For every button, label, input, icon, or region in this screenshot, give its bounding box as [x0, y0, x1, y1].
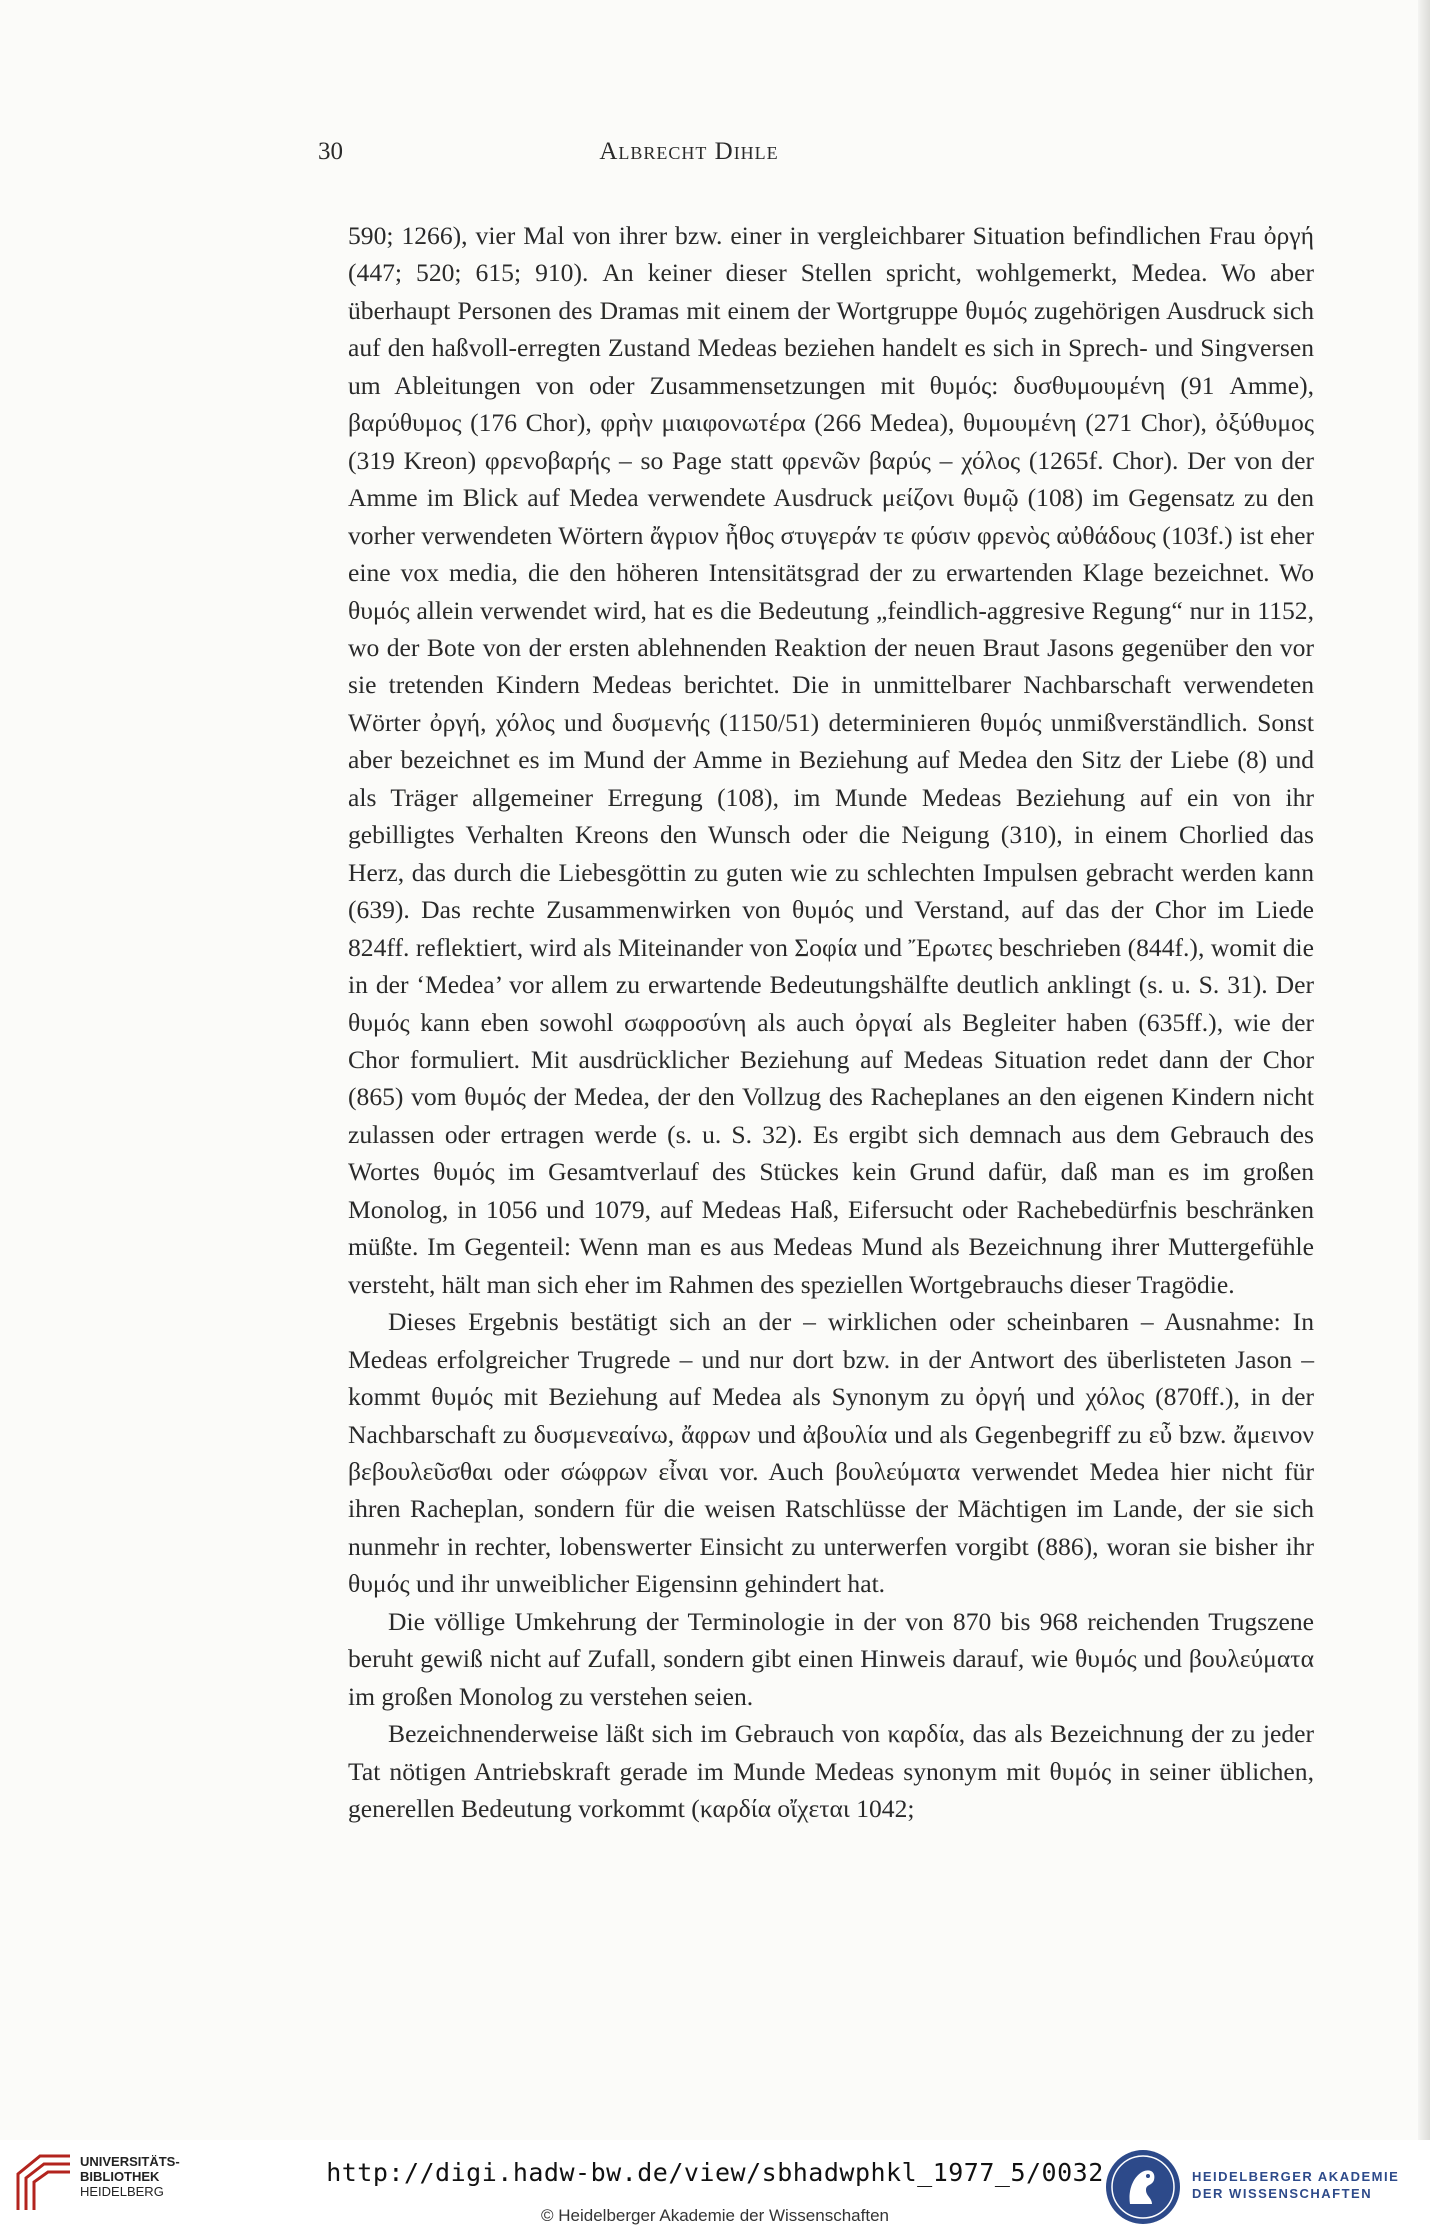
- academy-seal-icon: [1104, 2148, 1182, 2226]
- paragraph-4: Bezeichnenderweise läßt sich im Gebrauch von καρδία, das als Bezeichnung der zu jeder Tat nötigen Antriebskraft gerade im Munde Medeas synonym mit θυμός in seiner üblichen, generellen Bedeutung vorkommt (καρδία οἴχεται 1042;: [348, 1719, 1314, 1824]
- library-name: UNIVERSITÄTS- BIBLIOTHEK HEIDELBERG: [80, 2154, 180, 2199]
- copyright-notice: © Heidelberger Akademie der Wissenschaften: [541, 2206, 889, 2225]
- paragraph-1: 590; 1266), vier Mal von ihrer bzw. einer in vergleichbarer Situation befindlichen Frau ὀργή (447; 520; 615; 910). An keiner dieser Stellen spricht, wohlgemerkt, Medea. Wo aber überhaupt Personen des Dramas mit einem der Wortgruppe θυμός zugehörigen Ausdruck sich auf den haßvoll-erregten Zustand Medeas beziehen handelt es sich in Sprech- und Singversen um Ableitungen von oder Zusammensetzungen mit θυμός: δυσθυμουμένη (91 Amme), βαρύθυμος (176 Chor), φρὴν μιαιφονωτέρα (266 Medea), θυμουμένη (271 Chor), ὀξύθυμος (319 Kreon) φρενοβαρής – so Page statt φρενῶν βαρύς – χόλος (1265f. Chor). Der von der Amme im Blick auf Medea verwendete Ausdruck μείζονι θυμῷ (108) im Gegensatz zu den vorher verwendeten Wörtern ἄγριον ἦθος στυγεράν τε φύσιν φρενὸς αὐθάδους (103f.) ist eher eine vox media, die den höheren Intensitätsgrad der zu erwartenden Klage bezeichnet. Wo θυμός allein verwendet wird, hat es die Bedeutung „feindlich-aggresive Regung“ nur in 1152, wo der Bote von der ersten ablehnenden Reaktion der neuen Braut Jasons gegenüber den vor sie tretenden Kindern Medeas berichtet. Die in unmittelbarer Nachbarschaft verwendeten Wörter ὀργή, χόλος und δυσμενής (1150/51) determinieren θυμός unmißverständlich. Sonst aber bezeichnet es im Mund der Amme in Beziehung auf Medea den Sitz der Liebe (8) und als Träger allgemeiner Erregung (108), im Munde Medeas Beziehung auf ein von ihr gebilligtes Verhalten Kreons den Wunsch oder die Neigung (310), in einem Chorlied das Herz, das durch die Liebesgöttin zu guten wie zu schlechten Impulsen gebracht werden kann (639). Das rechte Zusammenwirken von θυμός und Verstand, auf das der Chor im Liede 824ff. reflektiert, wird als Miteinander von Σοφία und Ἔρωτες beschrieben (844f.), womit die in der ‘Medea’ vor allem zu erwartende Bedeutungshälfte deutlich anklingt (s. u. S. 31). Der θυμός kann eben sowohl σωφροσύνη als auch ὀργαί als Begleiter haben (635ff.), wie der Chor formuliert. Mit ausdrücklicher Beziehung auf Medeas Situation redet dann der Chor (865) vom θυμός der Medea, der den Vollzug des Racheplanes an den eigenen Kindern nicht zulassen oder ertragen werde (s. u. S. 32). Es ergibt sich demnach aus dem Gebrauch des Wortes θυμός im Gesamtverlauf des Stückes kein Grund dafür, daß man es im großen Monolog, in 1056 und 1079, auf Medeas Haß, Eifersucht oder Rachebedürfnis beschränken müßte. Im Gegenteil: Wenn man es aus Medeas Mund als Bezeichnung ihrer Muttergefühle versteht, hält man sich eher im Rahmen des speziellen Wortgebrauchs dieser Tragödie.: [348, 221, 1314, 1299]
- page-edge-shadow: [1418, 0, 1430, 2140]
- page-number: 30: [318, 138, 343, 165]
- digitization-footer: [0, 2140, 1430, 2240]
- running-head: Albrecht Dihle: [599, 138, 779, 165]
- paragraph-2: Dieses Ergebnis bestätigt sich an der – wirklichen oder scheinbaren – Ausnahme: In Medeas erfolgreicher Trugrede – und nur dort bzw. in der Antwort des überlisteten Jason – kommt θυμός mit Beziehung auf Medea als Synonym zu ὀργή und χόλος (870ff.), in der Nachbarschaft zu δυσμενεαίνω, ἄφρων und ἀβουλία und als Gegenbegriff zu εὖ bzw. ἄμεινον βεβουλεῦσθαι oder σώφρων εἶναι vor. Auch βουλεύματα verwendet Medea hier nicht für ihren Racheplan, sondern für die weisen Ratschlüsse der Mächtigen im Lande, der sie sich nunmehr in rechter, lobenswerter Einsicht zu unterwerfen vorgibt (886), woran sie bisher ihr θυμός und ihr unweiblicher Eigensinn gehindert hat.: [348, 1307, 1314, 1599]
- permalink-url[interactable]: http://digi.hadw-bw.de/view/sbhadwphkl_1977_5/0032: [326, 2158, 1104, 2187]
- body-text: [348, 217, 1314, 1827]
- academy-name: HEIDELBERGER AKADEMIE DER WISSENSCHAFTEN: [1192, 2169, 1400, 2201]
- paragraph-3: Die völlige Umkehrung der Terminologie in der von 870 bis 968 reichenden Trugszene beruht gewiß nicht auf Zufall, sondern gibt einen Hinweis darauf, wie θυμός und βουλεύματα im großen Monolog zu verstehen seien.: [348, 1606, 1314, 1711]
- page-header: [318, 138, 1060, 178]
